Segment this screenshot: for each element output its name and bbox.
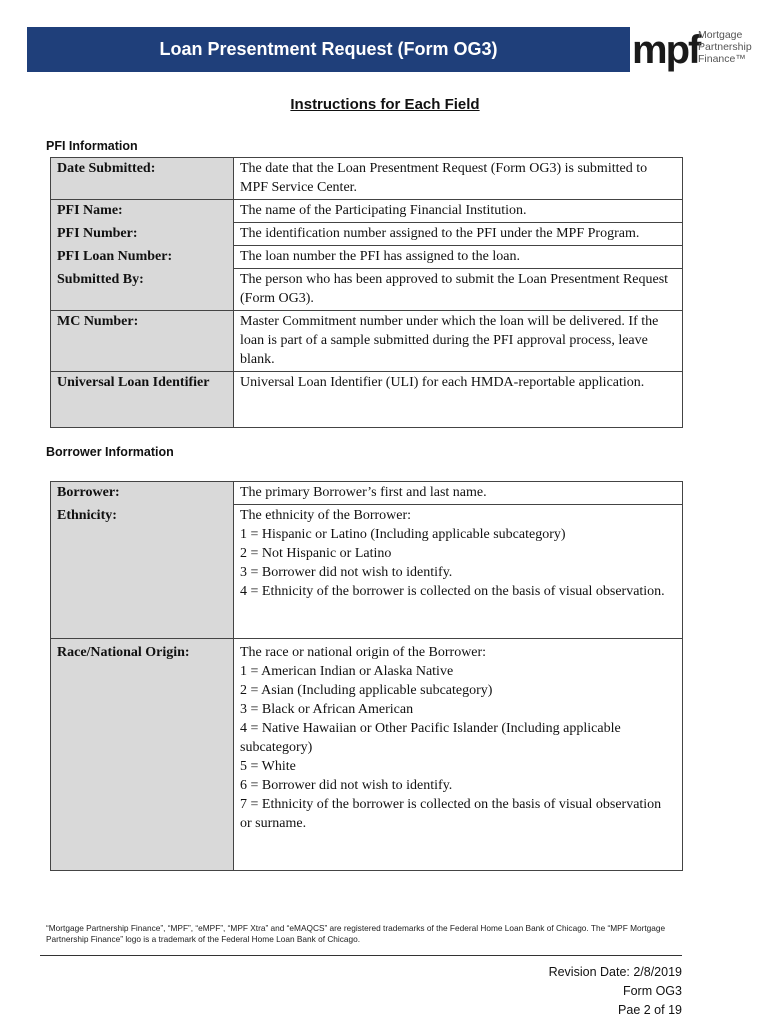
field-label: PFI Loan Number: — [51, 246, 234, 269]
table-row — [51, 311, 683, 372]
revision-date: Revision Date: 2/8/2019 — [548, 965, 682, 979]
description-line: The ethnicity of the Borrower: — [240, 508, 412, 523]
form-title: Loan Presentment Request (Form OG3) — [159, 39, 498, 59]
pfi-info-table — [50, 157, 683, 428]
logo-line: Finance™ — [698, 53, 746, 65]
footer-divider — [40, 955, 682, 956]
field-description: The name of the Participating Financial Institution. — [234, 200, 683, 223]
field-description — [234, 505, 683, 639]
description-line: 3 = Black or African American — [240, 701, 414, 717]
table-row — [51, 246, 683, 269]
description-line: 4 = Ethnicity of the borrower is collected on the basis of visual observation. — [240, 584, 665, 599]
description-line: 7 = Ethnicity of the borrower is collected on the basis of visual observation or surname. — [240, 796, 662, 831]
description-line: 5 = White — [240, 758, 296, 774]
mpf-logo — [632, 27, 762, 72]
field-description — [234, 638, 683, 870]
description-line: 1 = American Indian or Alaska Native — [240, 663, 454, 679]
field-label: Race/National Origin: — [51, 638, 234, 870]
table-row — [51, 505, 683, 639]
header-bar — [27, 27, 630, 72]
field-description: The date that the Loan Presentment Request (Form OG3) is submitted to MPF Service Center. — [234, 158, 683, 200]
description-line: 4 = Native Hawaiian or Other Pacific Islander (Including applicable subcategory) — [240, 720, 621, 755]
table-row — [51, 482, 683, 505]
logo-line: Partnership — [698, 41, 752, 53]
field-label: PFI Number: — [51, 223, 234, 246]
pfi-section-label: PFI Information — [46, 139, 138, 153]
field-label: Ethnicity: — [51, 505, 234, 639]
field-description: The person who has been approved to submit the Loan Presentment Request (Form OG3). — [234, 269, 683, 311]
description-line: 2 = Not Hispanic or Latino — [240, 546, 392, 561]
field-description: Universal Loan Identifier (ULI) for each HMDA-reportable application. — [234, 372, 683, 428]
logo-mark: mpf — [632, 28, 700, 72]
borrower-info-table — [50, 481, 683, 871]
table-row — [51, 200, 683, 223]
trademark-footnote: “Mortgage Partnership Finance”, “MPF”, “eMPF”, “MPF Xtra” and “eMAQCS” are registered trademarks of the Federal Home Loan Bank of Chicago. The “MPF Mortgage Partnership Finance” logo is a trademark of the Federal Home Loan Bank of Chicago. — [46, 923, 666, 944]
description-line: 6 = Borrower did not wish to identify. — [240, 777, 453, 793]
field-description: Master Commitment number under which the loan will be delivered. If the loan is part of a sample submitted during the PFI approval process, leave blank. — [234, 311, 683, 372]
description-line: 2 = Asian (Including applicable subcategory) — [240, 682, 493, 698]
field-label: Date Submitted: — [51, 158, 234, 200]
table-row — [51, 638, 683, 870]
table-row — [51, 269, 683, 311]
form-name: Form OG3 — [622, 984, 682, 998]
field-label: Submitted By: — [51, 269, 234, 311]
field-label: MC Number: — [51, 311, 234, 372]
description-line: The race or national origin of the Borrower: — [240, 644, 487, 660]
field-description: The loan number the PFI has assigned to the loan. — [234, 246, 683, 269]
field-label: PFI Name: — [51, 200, 234, 223]
page-footer — [549, 963, 682, 1020]
description-line: 3 = Borrower did not wish to identify. — [240, 565, 453, 580]
page-number: Pae 2 of 19 — [618, 1003, 682, 1017]
table-row — [51, 223, 683, 246]
logo-line: Mortgage — [698, 29, 743, 41]
field-description: The identification number assigned to the PFI under the MPF Program. — [234, 223, 683, 246]
table-row — [51, 158, 683, 200]
table-row — [51, 372, 683, 428]
instructions-heading: Instructions for Each Field — [290, 96, 480, 113]
field-label: Borrower: — [51, 482, 234, 505]
field-label: Universal Loan Identifier — [51, 372, 234, 428]
field-description — [234, 482, 683, 505]
borrower-section-label: Borrower Information — [46, 445, 174, 459]
description-line: 1 = Hispanic or Latino (Including applicable subcategory) — [240, 527, 566, 542]
description-line: The primary Borrower’s first and last name. — [240, 485, 487, 500]
logo-text — [698, 29, 752, 65]
